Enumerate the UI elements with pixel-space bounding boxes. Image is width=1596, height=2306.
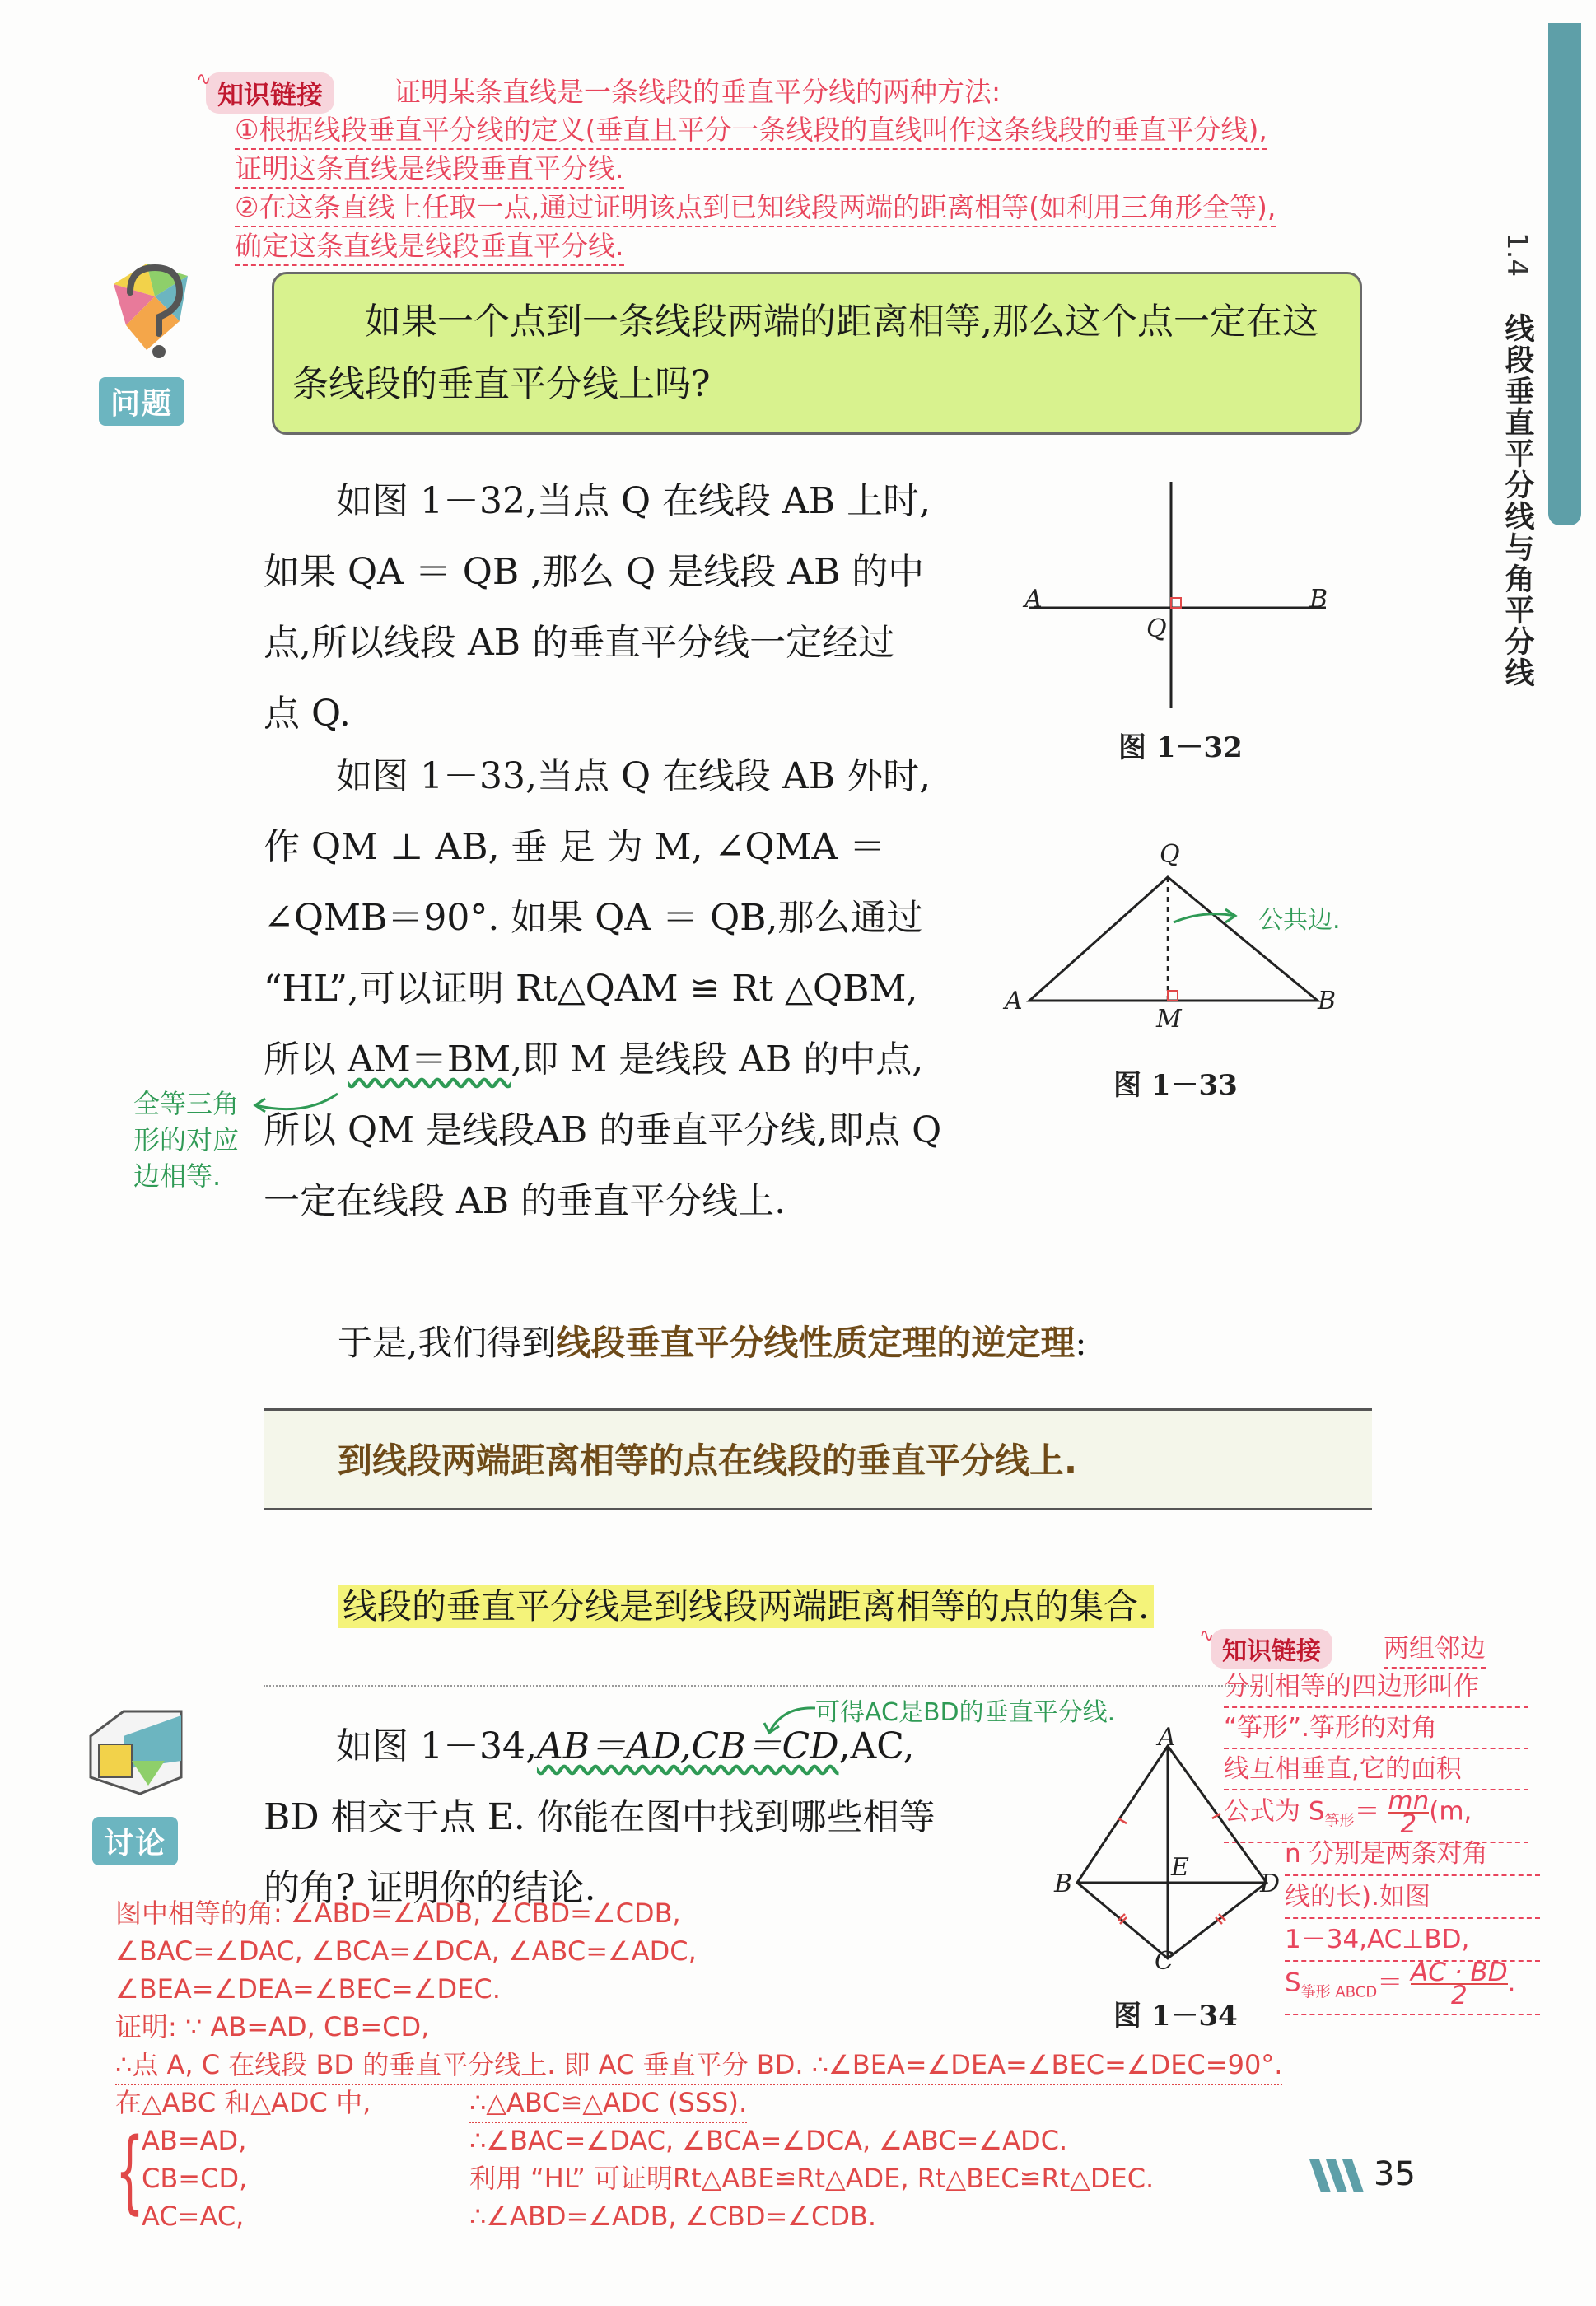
- fig134-label-c: C: [1155, 1947, 1174, 1976]
- conclusion-bold: 线段垂直平分线性质定理的逆定理: [556, 1323, 1076, 1363]
- solution-line3: ∠BEA=∠DEA=∠BEC=∠DEC.: [115, 1973, 501, 2005]
- fig133-label-b: B: [1318, 987, 1337, 1015]
- discussion-para: [264, 1711, 1005, 1924]
- discussion-line1-a: 如图 1－34,: [336, 1725, 537, 1767]
- top-note-line2: ①根据线段垂直平分线的定义(垂直且平分一条线段的直线叫作这条线段的垂直平分线),: [235, 112, 1267, 150]
- discussion-label: 讨论: [92, 1817, 178, 1865]
- para2-line6: 所以 QM 是线段AB 的垂直平分线,即点 Q: [264, 1109, 942, 1151]
- green-note-left: [133, 1085, 239, 1194]
- green-note-left-l3: 边相等.: [133, 1160, 222, 1192]
- top-note-line4: ②在这条直线上任取一点,通过证明该点到已知线段两端的距离相等(如利用三角形全等),: [235, 189, 1276, 227]
- question-box: [272, 272, 1362, 435]
- solution-line9a: AC=AC,: [142, 2201, 245, 2232]
- right-note-l5: n 分别是两条对角: [1285, 1833, 1540, 1876]
- solution-line9b: ∴∠ABD=∠ADB, ∠CBD=∠CDB.: [469, 2201, 877, 2232]
- right-note-frac1-num: mn: [1388, 1786, 1430, 1816]
- top-note-line5: 确定这条直线是线段垂直平分线.: [235, 228, 624, 266]
- top-note-tag: 知识链接: [206, 72, 334, 114]
- section-divider: [264, 1685, 1252, 1687]
- right-note-l8c: .: [1507, 1968, 1516, 1998]
- green-note-left-l1: 全等三角: [133, 1088, 240, 1119]
- solution-line2: ∠BAC=∠DAC, ∠BCA=∠DCA, ∠ABC=∠ADC,: [115, 1935, 697, 1967]
- right-note-l8sub: 筝形 ABCD: [1300, 1983, 1378, 2001]
- right-note-l0: 两组邻边: [1384, 1631, 1486, 1669]
- para1-line2: 如果 QA ＝ QB ,那么 Q 是线段 AB 的中: [264, 551, 925, 593]
- page-number-stripes-icon: [1309, 2159, 1372, 2192]
- discussion-icon: [82, 1703, 198, 1810]
- fig133-triangle: [1029, 877, 1318, 1001]
- right-note-l8b: ＝: [1377, 1968, 1403, 1998]
- right-note-frac2-num: AC · BD: [1411, 1958, 1508, 1987]
- para2-line5: [264, 1025, 988, 1095]
- para1-line1: 如图 1－32,当点 Q 在线段 AB 上时,: [336, 480, 931, 522]
- right-note-l7: 1－34,AC⊥BD,: [1285, 1919, 1540, 1962]
- set-statement: 线段的垂直平分线是到线段两端距离相等的点的集合.: [338, 1585, 1154, 1628]
- para2-line4: “HL”,可以证明 Rt△QAM ≌ Rt △QBM,: [264, 968, 918, 1010]
- question-text: 如果一个点到一条线段两端的距离相等,那么这个点一定在这条线段的垂直平分线上吗?: [292, 301, 1318, 405]
- fig133-label-q: Q: [1160, 840, 1180, 869]
- solution-line5: ∴点 A, C 在线段 BD 的垂直平分线上. 即 AC 垂直平分 BD. ∴∠BEA=∠DEA=∠BEC=∠DEC=90°.: [115, 2046, 1282, 2085]
- solution-line4: 证明: ∵ AB=AD, CB=CD,: [115, 2011, 430, 2042]
- fig133-right-angle-mark: [1168, 991, 1178, 1001]
- solution-line8b: 利用 “HL” 可证明Rt△ABE≌Rt△ADE, Rt△BEC≌Rt△DEC.: [469, 2163, 1155, 2194]
- section-title: 线段垂直平分线与角平分线: [1500, 313, 1534, 689]
- green-arrow-left-icon: [247, 1085, 346, 1118]
- theorem-text: 到线段两端距离相等的点在线段的垂直平分线上.: [338, 1440, 1077, 1481]
- brace-icon: {: [115, 2118, 144, 2224]
- chapter-side-tab: [1548, 23, 1581, 525]
- para2: [264, 741, 988, 1237]
- right-note-l8a: S: [1285, 1968, 1301, 1998]
- conclusion-prefix: 于是,我们得到: [338, 1323, 557, 1363]
- question-icon: [97, 259, 204, 371]
- fig132-label-q: Q: [1146, 614, 1167, 643]
- fig133-label-a: A: [1005, 987, 1023, 1015]
- discussion-green-note: 可得AC是BD的垂直平分线.: [815, 1698, 1116, 1727]
- right-note-tag: 知识链接: [1211, 1629, 1332, 1669]
- discussion-line1-b: AB＝AD,CB＝CD: [536, 1725, 839, 1767]
- solution-line6b: ∴△ABC≌△ADC (SSS).: [469, 2084, 747, 2123]
- green-note-left-l2: 形的对应: [133, 1124, 240, 1155]
- solution-line7a: AB=AD,: [142, 2125, 247, 2156]
- para2-line5-a: 所以: [264, 1039, 348, 1081]
- para1-line3: 点,所以线段 AB 的垂直平分线一定经过: [264, 622, 895, 664]
- solution-line1: 图中相等的角: ∠ABD=∠ADB, ∠CBD=∠CDB,: [115, 1898, 681, 1929]
- fig133-note: 公共边.: [1258, 906, 1341, 935]
- discussion-line3: 的角? 证明你的结论.: [264, 1867, 596, 1909]
- conclusion-suffix: :: [1075, 1323, 1087, 1363]
- right-note-tag-wrap: [1199, 1626, 1332, 1669]
- fig134-label-a: A: [1158, 1723, 1176, 1752]
- right-note-l2: “筝形”.筝形的对角: [1224, 1708, 1528, 1749]
- theorem-box: [264, 1408, 1372, 1510]
- fig133-label-m: M: [1156, 1005, 1182, 1034]
- para2-line7: 一定在线段 AB 的垂直平分线上.: [264, 1180, 786, 1222]
- para2-line5-c: ,即 M 是线段 AB 的中点,: [511, 1039, 924, 1081]
- fig134-label-e: E: [1171, 1853, 1189, 1882]
- discussion-line1-c: ,AC,: [838, 1725, 915, 1767]
- fig134-kite: [1077, 1746, 1267, 1958]
- para2-line5-b: AM＝BM: [348, 1039, 511, 1081]
- fig132-label-b: B: [1309, 585, 1328, 614]
- fig132-caption: 图 1－32: [1118, 731, 1243, 764]
- fig132-right-angle-mark: [1171, 598, 1181, 608]
- right-note-l4sub: 筝形: [1324, 1812, 1355, 1830]
- top-note-line3: 证明这条直线是线段垂直平分线.: [235, 151, 624, 189]
- page-number: 35: [1374, 2155, 1416, 2193]
- top-note-line1: 证明某条直线是一条线段的垂直平分线的两种方法:: [394, 76, 1001, 108]
- solution-line6a: 在△ABC 和△ADC 中,: [115, 2087, 371, 2118]
- right-note-l4b: ＝: [1354, 1796, 1380, 1827]
- right-note-l4c: (m,: [1429, 1796, 1472, 1827]
- para2-line3: ∠QMB＝90°. 如果 QA ＝ QB,那么通过: [264, 897, 923, 939]
- question-label: 问题: [99, 377, 184, 426]
- discussion-line1: [264, 1711, 1005, 1782]
- set-statement-wrap: [338, 1580, 1154, 1629]
- right-note-frac2: [1411, 1958, 1508, 2010]
- tag-curl-icon-2: ∿: [1199, 1626, 1215, 1646]
- conclusion-line: [338, 1316, 1087, 1365]
- right-note-frac1-den: 2: [1400, 1809, 1417, 1839]
- fig134-label-b: B: [1054, 1870, 1073, 1898]
- top-note-tag-wrap: [196, 69, 334, 114]
- solution-line8a: CB=CD,: [142, 2163, 248, 2194]
- section-number: 1.4: [1500, 232, 1533, 278]
- para2-line2: 作 QM ⊥ AB, 垂 足 为 M, ∠QMA ＝: [264, 826, 886, 868]
- fig134-caption: 图 1－34: [1113, 2000, 1238, 2033]
- para2-line1: 如图 1－33,当点 Q 在线段 AB 外时,: [336, 755, 931, 797]
- fig134-label-d: D: [1260, 1870, 1281, 1898]
- right-note-l1: 分别相等的四边形叫作: [1224, 1667, 1528, 1708]
- discussion-line2: BD 相交于点 E. 你能在图中找到哪些相等: [264, 1796, 936, 1838]
- right-note-frac2-den: 2: [1450, 1981, 1468, 2010]
- fig132-label-a: A: [1024, 585, 1043, 614]
- tag-curl-icon: ∿: [196, 69, 212, 90]
- right-note-l3: 线互相垂直,它的面积: [1224, 1749, 1528, 1790]
- para1-line4: 点 Q.: [264, 693, 351, 735]
- fig133-caption: 图 1－33: [1113, 1069, 1238, 1102]
- right-note-frac1: [1388, 1786, 1430, 1839]
- right-note-l4a: 公式为 S: [1224, 1796, 1325, 1827]
- right-note-l6: 线的长).如图: [1285, 1876, 1540, 1919]
- para1: [264, 466, 988, 749]
- figure-1-32: [1021, 478, 1334, 708]
- right-note-body2: [1285, 1833, 1540, 2015]
- right-note-l8: [1285, 1958, 1540, 2015]
- solution-line7b: ∴∠BAC=∠DAC, ∠BCA=∠DCA, ∠ABC=∠ADC.: [469, 2125, 1068, 2156]
